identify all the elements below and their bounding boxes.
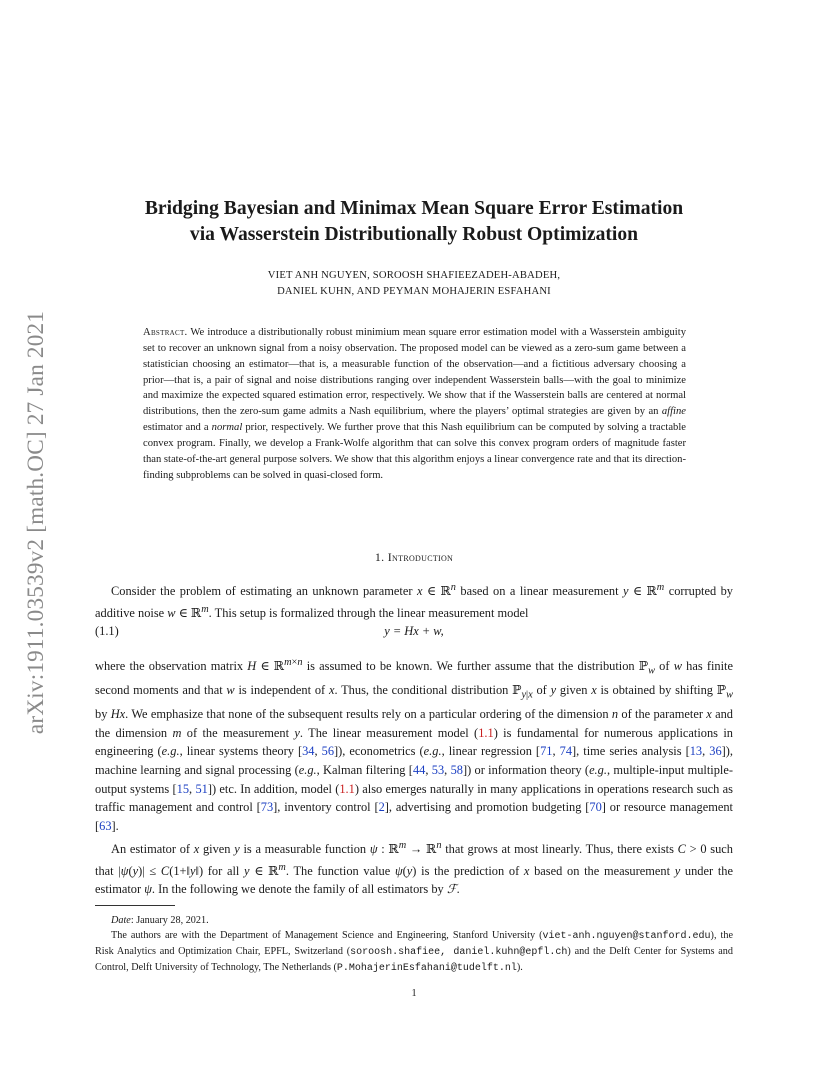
affiliation-text-3: ) and the Delft Center for Systems and Control, Delft University of Technology, The Netherlands ( <box>95 946 733 973</box>
intro-paragraph-2: where the observation matrix H ∈ ℝ$^{m\times n}$ is assumed to be known. We further assume that the distribution ℙ$_w$ of w has finite second moments and that w is independent of x. Thus, the conditional distribution ℙ$_{y|x}$ of y given x is obtained by shifting ℙ$_w$ by Hx. We emphasize that none of the subsequent results rely on a particular ordering of the dimension n of the parameter x and the dimension m of the measurement y. The linear measurement model (1.1) is fundamental for numerous applications in engineering (e.g., linear systems theory [34, 56]), econometrics (e.g., linear regression [71, 74], time series analysis [13, 36]), machine learning and signal processing (e.g., Kalman filtering [44, 53, 58]) or information theory (e.g., multiple-input multiple-output systems [15, 51]) etc. In addition, model (1.1) also emerges naturally in many applications in operations research such as traffic management and control [73], inventory control [2], advertising and promotion budgeting [70] or resource management [63]. <box>95 657 734 833</box>
author-list <box>96 268 732 300</box>
abstract-text-3: prior, respectively. We further prove that this Nash equilibrium can be computed by solving a tractable convex program. Finally, we develop a Frank-Wolfe algorithm that can solve this convex program orders of magnitude faster than state-of-the-art general purpose solvers. We show that this algorithm enjoys a linear convergence rate and that its direction-finding subproblems can be solved in quasi-closed form. <box>143 422 686 481</box>
citation-link[interactable]: 56 <box>321 744 335 759</box>
title-line-1: Bridging Bayesian and Minimax Mean Square Error Estimation <box>144 198 684 219</box>
authors-line-1: VIET ANH NGUYEN, SOROOSH SHAFIEEZADEH-ABADEH, <box>267 270 561 281</box>
email-2: soroosh.shafiee, daniel.kuhn@epfl.ch <box>350 947 568 958</box>
equation-1-1 <box>95 624 733 644</box>
arxiv-side-stamp <box>12 272 62 772</box>
citation-link[interactable]: 63 <box>99 818 112 833</box>
citation-link[interactable]: 13 <box>689 744 703 759</box>
abstract-normal: normal <box>211 422 243 434</box>
paper-title <box>96 196 732 248</box>
page-number: 1 <box>411 988 417 999</box>
equation-number: (1.1) <box>95 624 119 638</box>
email-1: viet-anh.nguyen@stanford.edu <box>542 931 711 942</box>
arxiv-identifier: arXiv:1911.03539v2 [math.OC] 27 Jan 2021 <box>23 310 50 734</box>
title-line-2: via Wasserstein Distributionally Robust Optimization <box>189 224 639 245</box>
abstract-text-1: We introduce a distributionally robust minimium mean square error estimation model with a Wasserstein ambiguity set to recover an unknown signal from a noisy observation. The proposed model can be viewed as a zero-sum game between a statistician choosing an estimator—that is, a measurable function of the observation—and a fictitious adversary choosing a prior—that is, a pair of signal and noise distributions ranging over independent Wasserstein balls—with the goal to minimize and maximize the expected squared estimation error, respectively. We show that if the Wasserstein balls are centered at normal distributions, then the zero-sum game admits a Nash equilibrium, where the players’ optimal strategies are given by an <box>143 327 686 418</box>
affiliation-text-4: ). <box>516 962 523 973</box>
citation-link[interactable]: 53 <box>431 763 445 778</box>
intro-paragraph-3: An estimator of x given y is a measurable function ψ : ℝ$^m$ → ℝ$^n$ that grows at most linearly. Thus, there exists C > 0 such that |ψ(y)| ≤ C(1+‖y‖) for all y ∈ ℝ$^m$. The function value ψ(y) is the prediction of x based on the measurement y under the estimator ψ. In the following we denote the family of all estimators by ℱ. <box>95 840 733 897</box>
footnotes <box>95 913 733 976</box>
section-title: Introduction <box>387 550 454 564</box>
citation-link[interactable]: 71 <box>540 744 553 759</box>
citation-link[interactable]: 36 <box>709 744 722 759</box>
abstract-text-2: estimator and a <box>143 422 212 434</box>
date-value: : January 28, 2021. <box>130 915 209 926</box>
citation-link[interactable]: 2 <box>378 800 385 815</box>
citation-link[interactable]: 51 <box>195 781 208 796</box>
citation-link[interactable]: 74 <box>559 744 573 759</box>
citation-link[interactable]: 34 <box>302 744 315 759</box>
citation-link[interactable]: 44 <box>412 763 426 778</box>
section-heading <box>96 550 732 565</box>
abstract <box>143 325 686 483</box>
email-3: P.MohajerinEsfahani@tudelft.nl <box>336 963 517 974</box>
affiliation-text-2: ), the Risk Analytics and Optimization Chair, EPFL, Switzerland ( <box>95 930 733 957</box>
equation-ref-link[interactable]: 1.1 <box>339 781 355 796</box>
footnote-affiliations <box>95 928 733 976</box>
equation-body: y = Hx + w, <box>384 624 444 638</box>
affiliation-text-1: The authors are with the Department of Management Science and Engineering, Stanford University ( <box>111 930 543 941</box>
authors-line-2: DANIEL KUHN, AND PEYMAN MOHAJERIN ESFAHANI <box>277 286 551 297</box>
footnote-date <box>95 913 733 928</box>
citation-link[interactable]: 70 <box>589 800 602 815</box>
equation-ref-link[interactable]: 1.1 <box>478 725 494 740</box>
date-label: Date <box>111 915 131 926</box>
abstract-affine: affine <box>661 406 686 418</box>
citation-link[interactable]: 58 <box>450 763 463 778</box>
abstract-label: Abstract. <box>143 327 188 338</box>
section-number: 1. <box>374 550 385 564</box>
citation-link[interactable]: 15 <box>176 781 190 796</box>
intro-paragraph-1: Consider the problem of estimating an unknown parameter x ∈ ℝ$^n$ based on a linear measurement y ∈ ℝ$^m$ corrupted by additive noise w ∈ ℝ$^m$. This setup is formalized through the linear measurement model <box>95 582 734 620</box>
citation-link[interactable]: 73 <box>260 800 274 815</box>
footnote-rule <box>95 905 175 906</box>
